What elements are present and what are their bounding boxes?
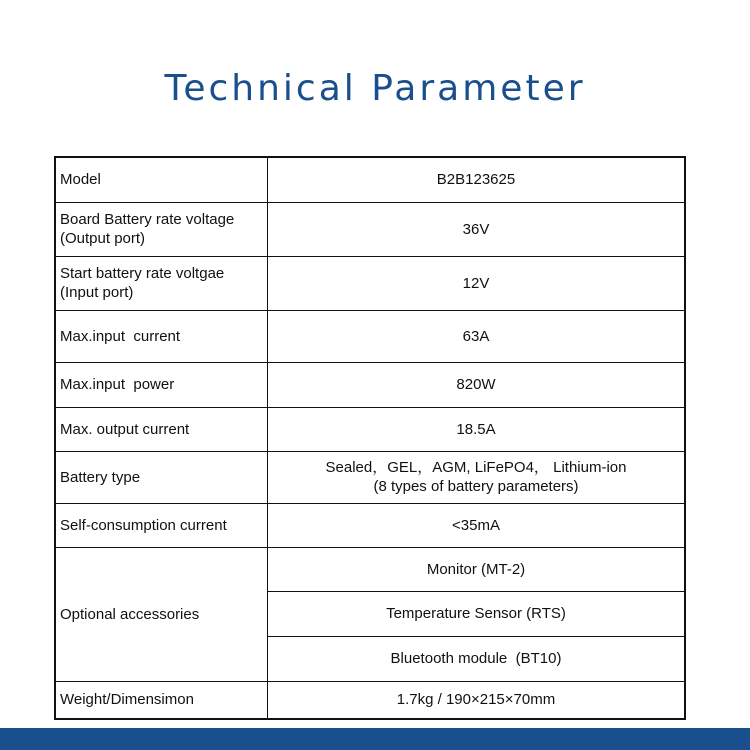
- self-consumption-value: <35mA: [268, 503, 686, 547]
- start-voltage-label-line1: Start battery rate voltgae: [60, 265, 225, 282]
- table-row-max-output-current: [55, 407, 685, 451]
- board-voltage-value: 36V: [268, 202, 686, 256]
- accessory-item: Bluetooth module (BT10): [268, 636, 686, 681]
- max-output-current-value: 18.5A: [268, 407, 686, 451]
- weight-dimension-label: Weight/Dimensimon: [55, 681, 268, 719]
- board-voltage-label-line2: (Output port): [60, 230, 146, 247]
- table-row-max-input-power: [55, 362, 685, 407]
- weight-dimension-value: 1.7kg / 190×215×70mm: [268, 681, 686, 719]
- table-row-max-input-current: [55, 310, 685, 362]
- start-voltage-value: 12V: [268, 256, 686, 310]
- max-output-current-label: Max. output current: [55, 407, 268, 451]
- battery-type-value-line2: (8 types of battery parameters): [373, 478, 579, 495]
- self-consumption-label: Self-consumption current: [55, 503, 268, 547]
- battery-type-label: Battery type: [55, 451, 268, 503]
- battery-type-value-line1: Sealed，GEL，AGM, LiFePO4， Lithium-ion: [325, 459, 627, 476]
- table-row-board-voltage: [55, 202, 685, 256]
- battery-type-value: [268, 451, 686, 503]
- model-value: B2B123625: [268, 157, 686, 202]
- table-row-accessory: [55, 547, 685, 591]
- accessory-item: Monitor (MT-2): [268, 547, 686, 591]
- table-row-model: [55, 157, 685, 202]
- max-input-power-value: 820W: [268, 362, 686, 407]
- table-row-battery-type: [55, 451, 685, 503]
- footer-bar: [0, 728, 750, 750]
- max-input-current-value: 63A: [268, 310, 686, 362]
- optional-accessories-label: Optional accessories: [55, 547, 268, 681]
- start-voltage-label-line2: (Input port): [60, 284, 134, 301]
- model-label: Model: [55, 157, 268, 202]
- accessory-item: Temperature Sensor (RTS): [268, 591, 686, 636]
- max-input-current-label: Max.input current: [55, 310, 268, 362]
- max-input-power-label: Max.input power: [55, 362, 268, 407]
- table-row-self-consumption: [55, 503, 685, 547]
- page-title: Technical Parameter: [164, 68, 586, 109]
- board-voltage-label-line1: Board Battery rate voltage: [60, 211, 235, 228]
- start-voltage-label: [55, 256, 268, 310]
- table-row-start-voltage: [55, 256, 685, 310]
- table-row-weight-dimension: [55, 681, 685, 719]
- technical-parameter-table: [54, 156, 686, 720]
- board-voltage-label: [55, 202, 268, 256]
